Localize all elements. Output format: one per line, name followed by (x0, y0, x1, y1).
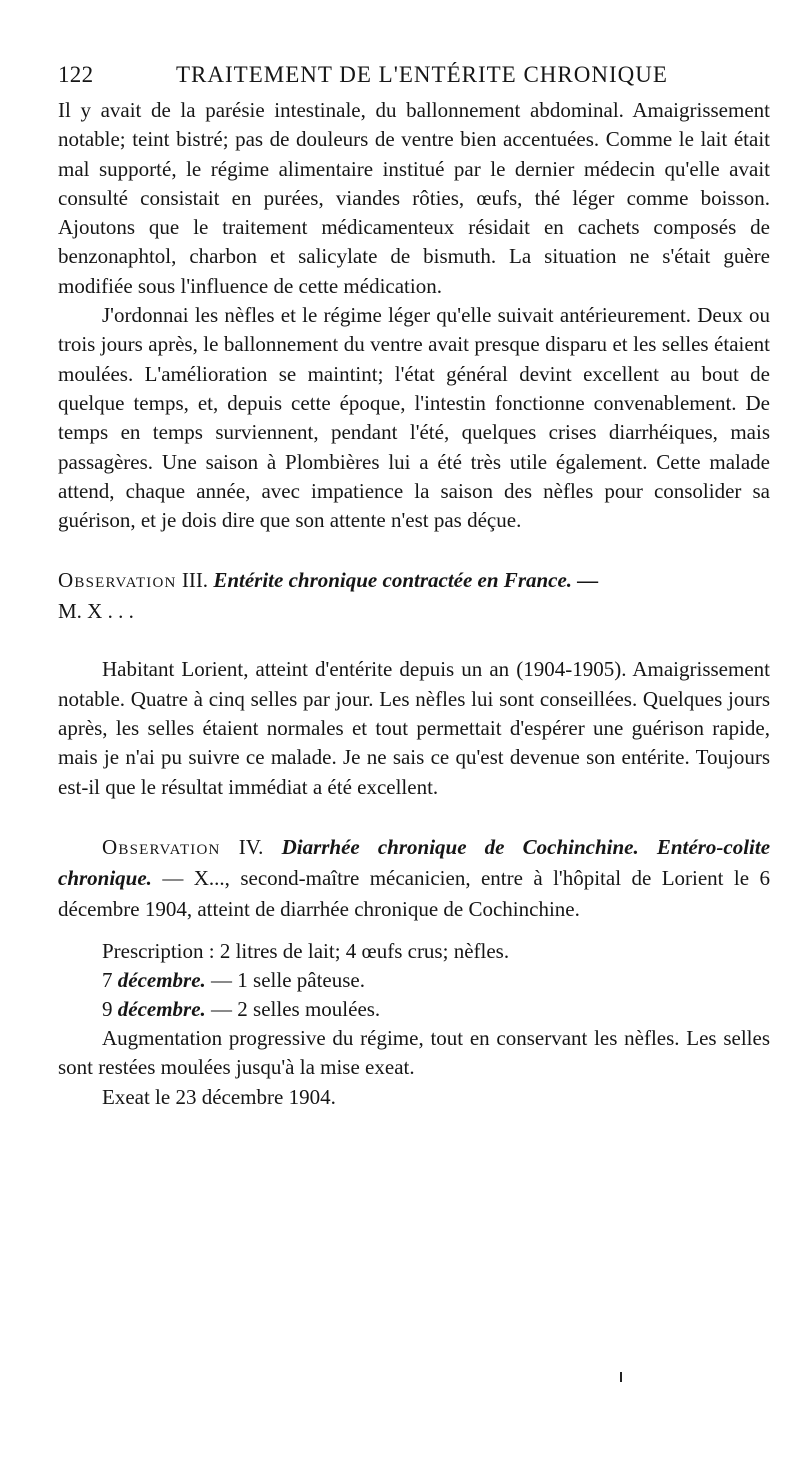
paragraph-treatment-result: J'ordonnai les nèfles et le régime léger qu'elle suivait antérieurement. Deux ou trois jours après, le ballonnement du ventre avait presque disparu et les selles étaient moulées. L'amélioration se maintint; l'état général devint excellent au bout de quelque temps, et, depuis cette époque, l'intestin fonctionne convenablement. De temps en temps surviennent, pendant l'été, quelques crises diarrhéiques, mais passagères. Une saison à Plombières lui a été très utile également. Cette malade attend, chaque année, avec impatience la saison des nèfles pour consolider sa guérison, et je dois dire que son attente n'est pas déçue. (58, 303, 770, 533)
running-title: TRAITEMENT DE L'ENTÉRITE CHRONIQUE (176, 62, 668, 87)
observation-subject: M. X . . . (58, 599, 134, 624)
spacer (58, 925, 770, 937)
observation-4-text: — X..., second-maître mécanicien, entre à l'hôpital de Lorient le 6 décembre 1904, atteint de diarrhée chronique de Cochinchine. (58, 865, 770, 921)
journal-entry (58, 966, 770, 995)
conclusion-paragraph: Augmentation progressive du régime, tout en conservant les nèfles. Les selles sont restées moulées jusqu'à la mise exeat. (58, 1025, 770, 1080)
observation-title: Entérite chronique contractée en France. — (213, 568, 599, 593)
page-number: 122 (58, 62, 94, 87)
entry-text: — 2 selles moulées. (205, 996, 381, 1021)
observation-title: Diarrhée chronique de Cochinchine. Entéro-colite chronique. (58, 834, 771, 890)
running-head (58, 62, 770, 96)
print-mark (620, 1372, 622, 1382)
observation-number: IV. (238, 834, 264, 859)
spacer (58, 627, 770, 655)
observation-3-text: Habitant Lorient, atteint d'entérite depuis un an (1904-1905). Amaigrissement notable. Quatre à cinq selles par jour. Les nèfles lui sont conseillées. Quelques jours après, les selles étaient normales et tout permettait d'espérer une guérison rapide, mais je n'ai pu suivre ce malade. Je ne sais ce qu'est devenue son entérite. Toujours est-il que le résultat immédiat a été excellent. (58, 657, 770, 799)
entry-text: — 1 selle pâteuse. (205, 967, 365, 992)
entry-day: 9 (102, 996, 113, 1021)
book-page (58, 62, 770, 1112)
paragraph-symptoms: Il y avait de la parésie intestinale, du ballonnement abdominal. Amaigrissement notable; teint bistré; pas de douleurs de ventre bien accentuées. Comme le lait était mal supporté, le régime alimentaire institué par le dernier médecin qu'elle avait consulté consistait en purées, viandes rôties, œufs, thé léger comme boisson. Ajoutons que le traitement médicamenteux résidait en cachets composés de benzonaphtol, charbon et salicylate de bismuth. La situation ne s'était guère modifiée sous l'influence de cette médication. (58, 98, 770, 298)
prescription-line: Prescription : 2 litres de lait; 4 œufs crus; nèfles. (102, 938, 510, 963)
journal-entry (58, 995, 770, 1024)
observation-label: Observation (102, 834, 221, 859)
observation-4-heading (58, 832, 770, 925)
observation-number: III. (181, 568, 209, 593)
spacer (58, 802, 770, 832)
exeat-line: Exeat le 23 décembre 1904. (102, 1084, 336, 1109)
entry-day: 7 (102, 967, 113, 992)
spacer (58, 535, 770, 565)
observation-3-heading (58, 565, 770, 627)
entry-date: décembre. (117, 996, 206, 1021)
observation-label: Observation (58, 568, 177, 593)
entry-date: décembre. (117, 967, 206, 992)
